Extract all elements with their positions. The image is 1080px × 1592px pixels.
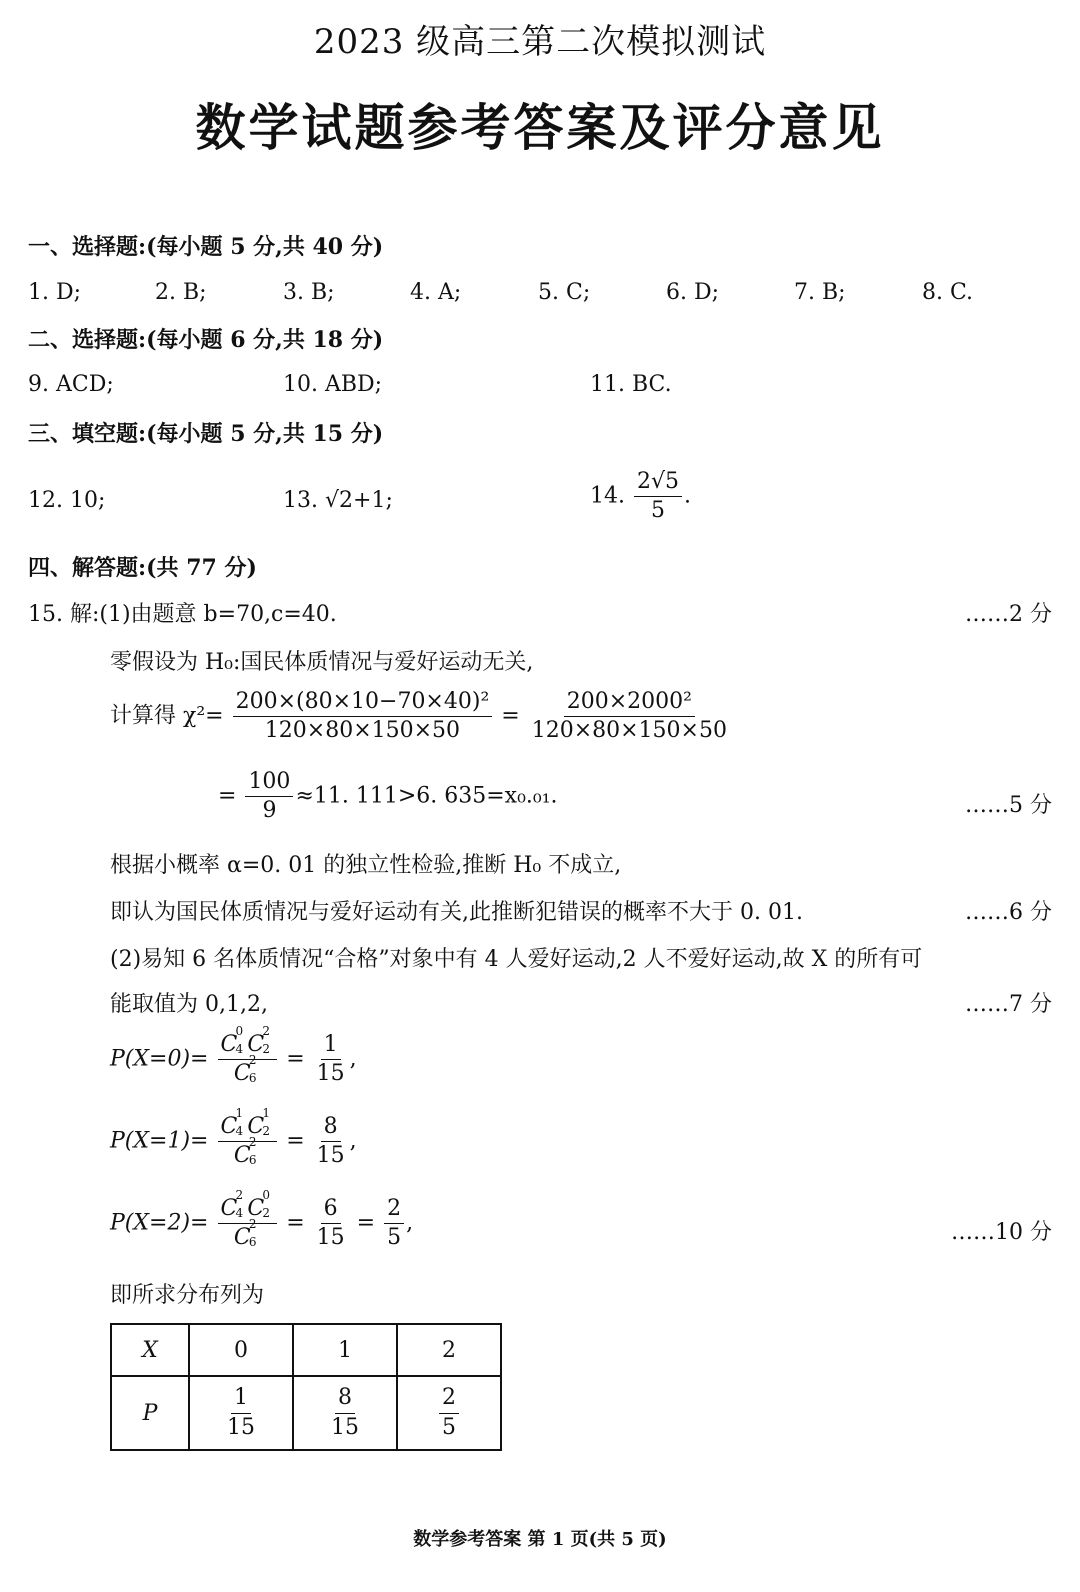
comb-letter: C <box>220 1196 238 1221</box>
table-cell <box>397 1376 501 1450</box>
prob-x0-result <box>314 1033 348 1086</box>
table-fraction-num: 2 <box>439 1386 459 1413</box>
fraction3-denominator: 9 <box>262 798 277 824</box>
q15-score2: ……5 分 <box>965 793 1052 818</box>
section1-heading: 一、选择题:(每小题 5 分,共 40 分) <box>28 234 384 260</box>
chi-square-label: 计算得 χ²= <box>110 703 224 729</box>
answer-4: 4. A; <box>410 280 462 305</box>
table-fraction-num: 1 <box>231 1386 251 1413</box>
section2-heading: 二、选择题:(每小题 6 分,共 18 分) <box>28 327 384 353</box>
distribution-table <box>110 1323 502 1451</box>
q15-chi-square-result <box>218 770 558 823</box>
table-fraction <box>328 1386 362 1439</box>
q15-part2-values: 能取值为 0,1,2, <box>110 992 268 1017</box>
section3-heading: 三、填空题:(每小题 5 分,共 15 分) <box>28 421 384 447</box>
prob-x2-mid-num: 6 <box>321 1197 341 1224</box>
answer-14-end: . <box>684 483 692 509</box>
fraction3-numerator: 100 <box>245 770 293 797</box>
comb-sub: 4 <box>235 1206 244 1220</box>
q15-score3: ……6 分 <box>965 900 1052 925</box>
table-cell: 2 <box>397 1324 501 1376</box>
answer-14-numerator: 2√5 <box>634 470 682 497</box>
prob-x2-mid-den: 15 <box>316 1225 345 1251</box>
comb-sup: 2 <box>262 1024 270 1038</box>
document-title: 数学试题参考答案及评分意见 <box>195 98 885 157</box>
fraction1-numerator: 200×(80×10−70×40)² <box>233 690 493 717</box>
chi-square-fraction1 <box>233 690 493 743</box>
answer-8: 8. C. <box>922 280 974 305</box>
table-row <box>111 1376 501 1450</box>
exam-title: 2023 级高三第二次模拟测试 <box>313 22 767 62</box>
comb-c4-0 <box>220 1024 248 1057</box>
answer-14-denominator: 5 <box>651 498 665 524</box>
comb-sup: 0 <box>235 1024 244 1038</box>
comb-sub: 2 <box>262 1042 270 1056</box>
comb-letter: C <box>247 1032 265 1057</box>
page-footer: 数学参考答案 第 1 页(共 5 页) <box>413 1529 667 1550</box>
q15-interpretation: 即认为国民体质情况与爱好运动有关,此推断犯错误的概率不大于 0. 01. <box>110 900 803 925</box>
comb-letter: C <box>233 1143 251 1169</box>
prob-x1-result <box>314 1115 348 1168</box>
prob-x2-comb-num <box>218 1188 278 1224</box>
prob-x1-label: P(X=1)= <box>110 1128 209 1154</box>
comb-sup: 0 <box>262 1188 270 1202</box>
answer-14-fraction <box>634 470 682 523</box>
table-cell <box>189 1376 293 1450</box>
q15-test-conclusion: 根据小概率 α=0. 01 的独立性检验,推断 H₀ 不成立, <box>110 853 622 878</box>
comb-sup: 2 <box>235 1188 244 1202</box>
prob-x2-label: P(X=2)= <box>110 1210 209 1236</box>
prob-x0-comb-fraction <box>218 1024 278 1087</box>
fraction1-denominator: 120×80×150×50 <box>264 718 461 744</box>
table-cell: 1 <box>293 1324 397 1376</box>
answer-2: 2. B; <box>155 280 207 305</box>
q15-score4: ……7 分 <box>965 992 1052 1017</box>
prob-x2-den: 5 <box>387 1225 402 1251</box>
answer-9: 9. ACD; <box>28 372 114 397</box>
answer-14 <box>590 470 691 523</box>
comb-sub: 4 <box>235 1042 244 1056</box>
table-fraction <box>439 1386 459 1439</box>
prob-x1-comb-den <box>231 1135 264 1169</box>
answer-13-label: 13. <box>283 488 318 513</box>
q15-line1: 15. 解:(1)由题意 b=70,c=40. <box>28 602 337 627</box>
q15-score1: ……2 分 <box>965 602 1052 627</box>
comb-letter: C <box>247 1196 265 1221</box>
section4-heading: 四、解答题:(共 77 分) <box>28 555 257 581</box>
answer-12: 12. 10; <box>28 488 106 513</box>
answer-13-rest: +1; <box>353 488 393 513</box>
equals-sign-2: = <box>218 783 237 809</box>
comb-letter: C <box>247 1114 265 1139</box>
comb-c4-2 <box>220 1188 248 1221</box>
prob-x0-comb-den <box>231 1053 264 1087</box>
answer-13-sqrt: √2 <box>325 488 354 513</box>
table-fraction <box>224 1386 258 1439</box>
prob-x0: P(X=0)= C 0 4 C 2 2 C 2 6 = $\frac{1}{15}$ , <box>110 1024 357 1087</box>
prob-x2: P(X=2)= C 2 4 C 0 2 C 2 6 = $\frac{6}{15}$ = $\frac{2}{5}$ , <box>110 1188 414 1251</box>
q15-score5: ……10 分 <box>951 1220 1052 1245</box>
comb-sup: 1 <box>262 1106 270 1120</box>
q15-chi-square-calc <box>110 690 732 743</box>
answer-13 <box>283 488 393 513</box>
answer-14-label: 14. <box>590 483 625 509</box>
comb-sup: 2 <box>248 1135 257 1150</box>
prob-x1-comb-fraction <box>218 1106 278 1169</box>
chi-square-comparison: ≈11. 111>6. 635=x₀.₀₁. <box>295 783 558 809</box>
comb-c6-2 <box>233 1135 261 1169</box>
answer-1: 1. D; <box>28 280 82 305</box>
answer-6: 6. D; <box>666 280 720 305</box>
comb-letter: C <box>233 1225 251 1251</box>
prob-x2-comb-den <box>231 1217 264 1251</box>
fraction2-denominator: 120×80×150×50 <box>531 718 727 744</box>
prob-x2-num: 2 <box>384 1197 404 1224</box>
equals-sign: = <box>286 1210 305 1236</box>
answer-5: 5. C; <box>538 280 591 305</box>
q15-null-hypothesis: 零假设为 H₀:国民体质情况与爱好运动无关, <box>110 650 534 675</box>
table-fraction-den: 5 <box>442 1414 456 1440</box>
answer-3: 3. B; <box>283 280 335 305</box>
comb-c6-2 <box>233 1217 261 1251</box>
equals-sign: = <box>501 703 520 729</box>
prob-x2-mid <box>314 1197 348 1250</box>
prob-x1-num: 8 <box>321 1115 341 1142</box>
comb-sub: 6 <box>248 1153 257 1168</box>
answer-11: 11. BC. <box>590 372 672 397</box>
comb-letter: C <box>220 1114 238 1139</box>
equals-sign: = <box>286 1046 305 1072</box>
table-cell: 0 <box>189 1324 293 1376</box>
table-header-x: X <box>111 1324 189 1376</box>
comb-sub: 2 <box>262 1206 270 1220</box>
comb-c6-2 <box>233 1053 261 1087</box>
table-header-p: P <box>111 1376 189 1450</box>
comb-sub: 2 <box>262 1124 270 1138</box>
q15-part2-intro: (2)易知 6 名体质情况“合格”对象中有 4 人爱好运动,2 人不爱好运动,故 X 的所有可 <box>110 947 923 972</box>
prob-x2-comb-fraction <box>218 1188 278 1251</box>
prob-x1-den: 15 <box>316 1143 345 1169</box>
table-cell <box>293 1376 397 1450</box>
prob-x1: P(X=1)= C 1 4 C 1 2 C 2 6 = $\frac{8}{15}$ , <box>110 1106 357 1169</box>
comb-sup: 2 <box>248 1217 257 1232</box>
comb-c4-1 <box>220 1106 248 1139</box>
chi-square-fraction3 <box>245 770 293 823</box>
comb-sup: 2 <box>248 1053 257 1068</box>
table-fraction-den: 15 <box>331 1414 359 1440</box>
comb-sub: 6 <box>248 1071 257 1086</box>
answer-7: 7. B; <box>794 280 846 305</box>
prob-x0-num: 1 <box>321 1033 341 1060</box>
comb-sup: 1 <box>235 1106 244 1120</box>
answer-10: 10. ABD; <box>283 372 383 397</box>
comb-letter: C <box>220 1032 238 1057</box>
comb-sub: 6 <box>248 1235 257 1250</box>
equals-sign: = <box>286 1128 305 1154</box>
table-fraction-den: 15 <box>227 1414 255 1440</box>
prob-x2-result <box>384 1197 404 1250</box>
prob-x0-label: P(X=0)= <box>110 1046 209 1072</box>
prob-x0-comb-num <box>218 1024 278 1060</box>
distribution-caption: 即所求分布列为 <box>110 1283 265 1308</box>
comb-sub: 4 <box>235 1124 244 1138</box>
table-row <box>111 1324 501 1376</box>
prob-x1-comb-num <box>218 1106 278 1142</box>
prob-x0-den: 15 <box>316 1061 345 1087</box>
chi-square-fraction2 <box>529 690 730 743</box>
equals-sign: = <box>356 1210 376 1236</box>
comb-letter: C <box>233 1061 251 1087</box>
fraction2-numerator: 200×2000² <box>564 690 695 717</box>
table-fraction-num: 8 <box>335 1386 355 1413</box>
